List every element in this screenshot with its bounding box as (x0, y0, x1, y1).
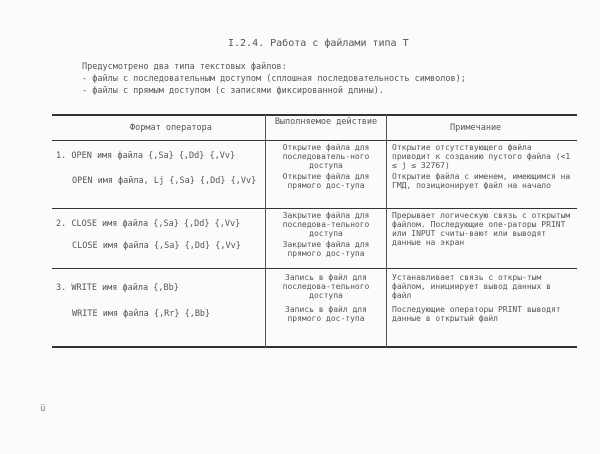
table-rule (52, 114, 577, 116)
format-cell: OPEN имя файла, Lj {,Sa} {,Dd} {,Vv} (72, 176, 257, 186)
action-cell: Закрытие файла для последова-тельного доступа (282, 211, 370, 238)
intro-line: - файлы с последовательным доступом (сплошная последовательность символов); (82, 74, 466, 84)
table-rule (52, 268, 577, 269)
format-cell: WRITE имя файла {,Rr} {,Bb} (72, 309, 211, 319)
action-cell: Открытие файла для прямого дос-тупа (282, 172, 370, 190)
note-cell: Открытие файла с именем, имеющимся на ГМД, позиционирует файл на начало (392, 172, 571, 190)
column-divider (386, 114, 387, 348)
intro-line: Предусмотрено два типа текстовых файлов: (82, 62, 287, 72)
action-cell: Открытие файла для последователь-ного доступа (282, 143, 370, 170)
page-mark: ü (40, 404, 46, 414)
header-note: Примечание (450, 123, 502, 133)
section-title: I.2.4. Работа с файлами типа T (228, 38, 409, 49)
action-cell: Закрытие файла для прямого дос-тупа (282, 240, 370, 258)
table-rule (52, 140, 577, 141)
note-cell: Открытие отсутствующего файла приводит к созданию пустого файла (<1 ≤ j ≤ 32767) (392, 143, 571, 170)
format-cell: 1. OPEN имя файла {,Sa} {,Dd} {,Vv} (56, 151, 236, 161)
intro-line: - файлы с прямым доступом (с записями фиксированной длины). (82, 86, 384, 96)
note-cell: Прерывает логическую связь с открытым файлом. Последующие опе-раторы PRINT или INPUT считы-вают или выводят данные на экран (392, 211, 571, 247)
format-cell: 2. CLOSE имя файла {,Sa} {,Dd} {,Vv} (56, 219, 241, 229)
action-cell: Запись в файл для последова-тельного доступа (282, 273, 370, 300)
note-cell: Устанавливает связь с откры-тым файлом, инициирует вывод данных в файл (392, 273, 551, 300)
action-cell: Запись в файл для прямого дос-тупа (285, 305, 367, 323)
header-format: Формат оператора (130, 123, 212, 133)
table-rule (52, 208, 577, 209)
column-divider (265, 114, 266, 348)
format-cell: 3. WRITE имя файла {,Bb} (56, 283, 179, 293)
header-action: Выполняемое действие (274, 117, 378, 127)
note-cell: Последующие операторы PRINT выводят данные в открытый файл (392, 305, 561, 323)
table-rule (52, 346, 577, 348)
format-cell: CLOSE имя файла {,Sa} {,Dd} {,Vv} (72, 241, 241, 251)
